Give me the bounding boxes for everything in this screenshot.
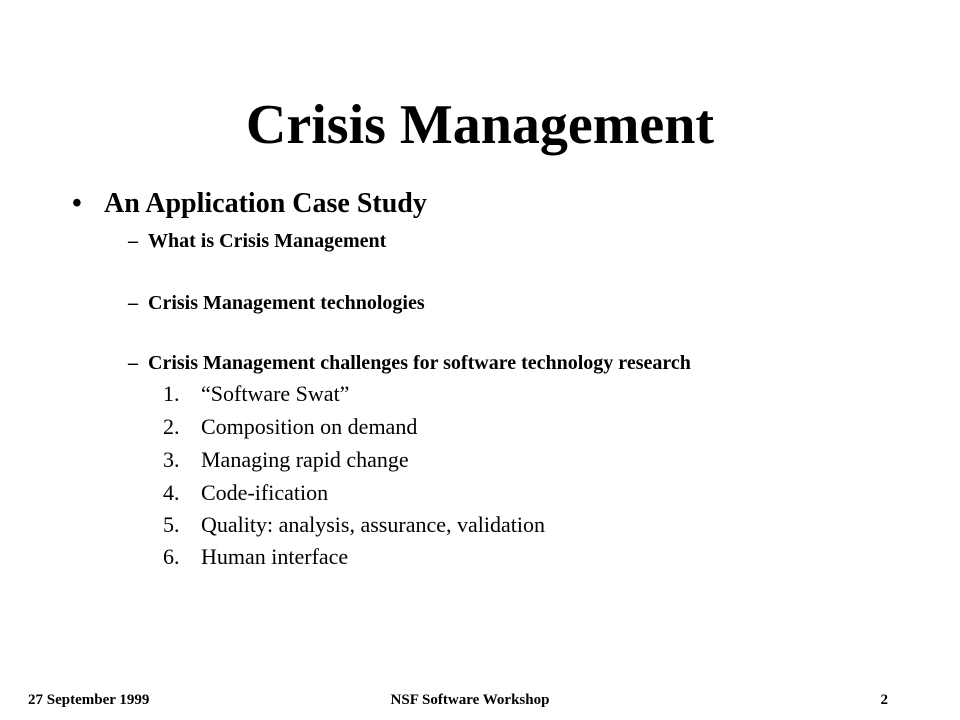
sub-item-text: What is Crisis Management (148, 230, 387, 252)
numbered-item-1 (163, 380, 349, 408)
item-text: Code-ification (201, 480, 329, 505)
sub-item-what-is (128, 227, 386, 255)
bullet-marker: • (72, 188, 82, 219)
item-text: Managing rapid change (201, 447, 409, 472)
item-text: “Software Swat” (201, 381, 350, 406)
numbered-item-3 (163, 446, 409, 474)
sub-item-text: Crisis Management challenges for software technology research (148, 352, 691, 374)
sub-item-challenges (128, 349, 691, 377)
item-number: 3. (163, 447, 180, 472)
footer-page-number: 2 (880, 692, 888, 708)
dash-marker: – (128, 352, 138, 374)
dash-marker: – (128, 292, 138, 314)
footer-event: NSF Software Workshop (390, 692, 550, 708)
dash-marker: – (128, 230, 138, 252)
main-bullet-text: An Application Case Study (104, 188, 427, 219)
item-text: Composition on demand (201, 414, 418, 439)
main-bullet (72, 184, 427, 224)
sub-item-technologies (128, 289, 425, 317)
item-number: 1. (163, 381, 180, 406)
item-number: 2. (163, 414, 180, 439)
item-number: 4. (163, 480, 180, 505)
sub-item-text: Crisis Management technologies (148, 292, 425, 314)
numbered-item-6 (163, 543, 348, 571)
numbered-item-2 (163, 413, 417, 441)
footer-date: 27 September 1999 (28, 692, 150, 708)
numbered-item-4 (163, 479, 328, 507)
item-number: 5. (163, 512, 180, 537)
numbered-item-5 (163, 511, 545, 539)
item-number: 6. (163, 544, 180, 569)
slide-title: Crisis Management (245, 94, 715, 156)
item-text: Quality: analysis, assurance, validation (201, 512, 545, 537)
item-text: Human interface (201, 544, 349, 569)
